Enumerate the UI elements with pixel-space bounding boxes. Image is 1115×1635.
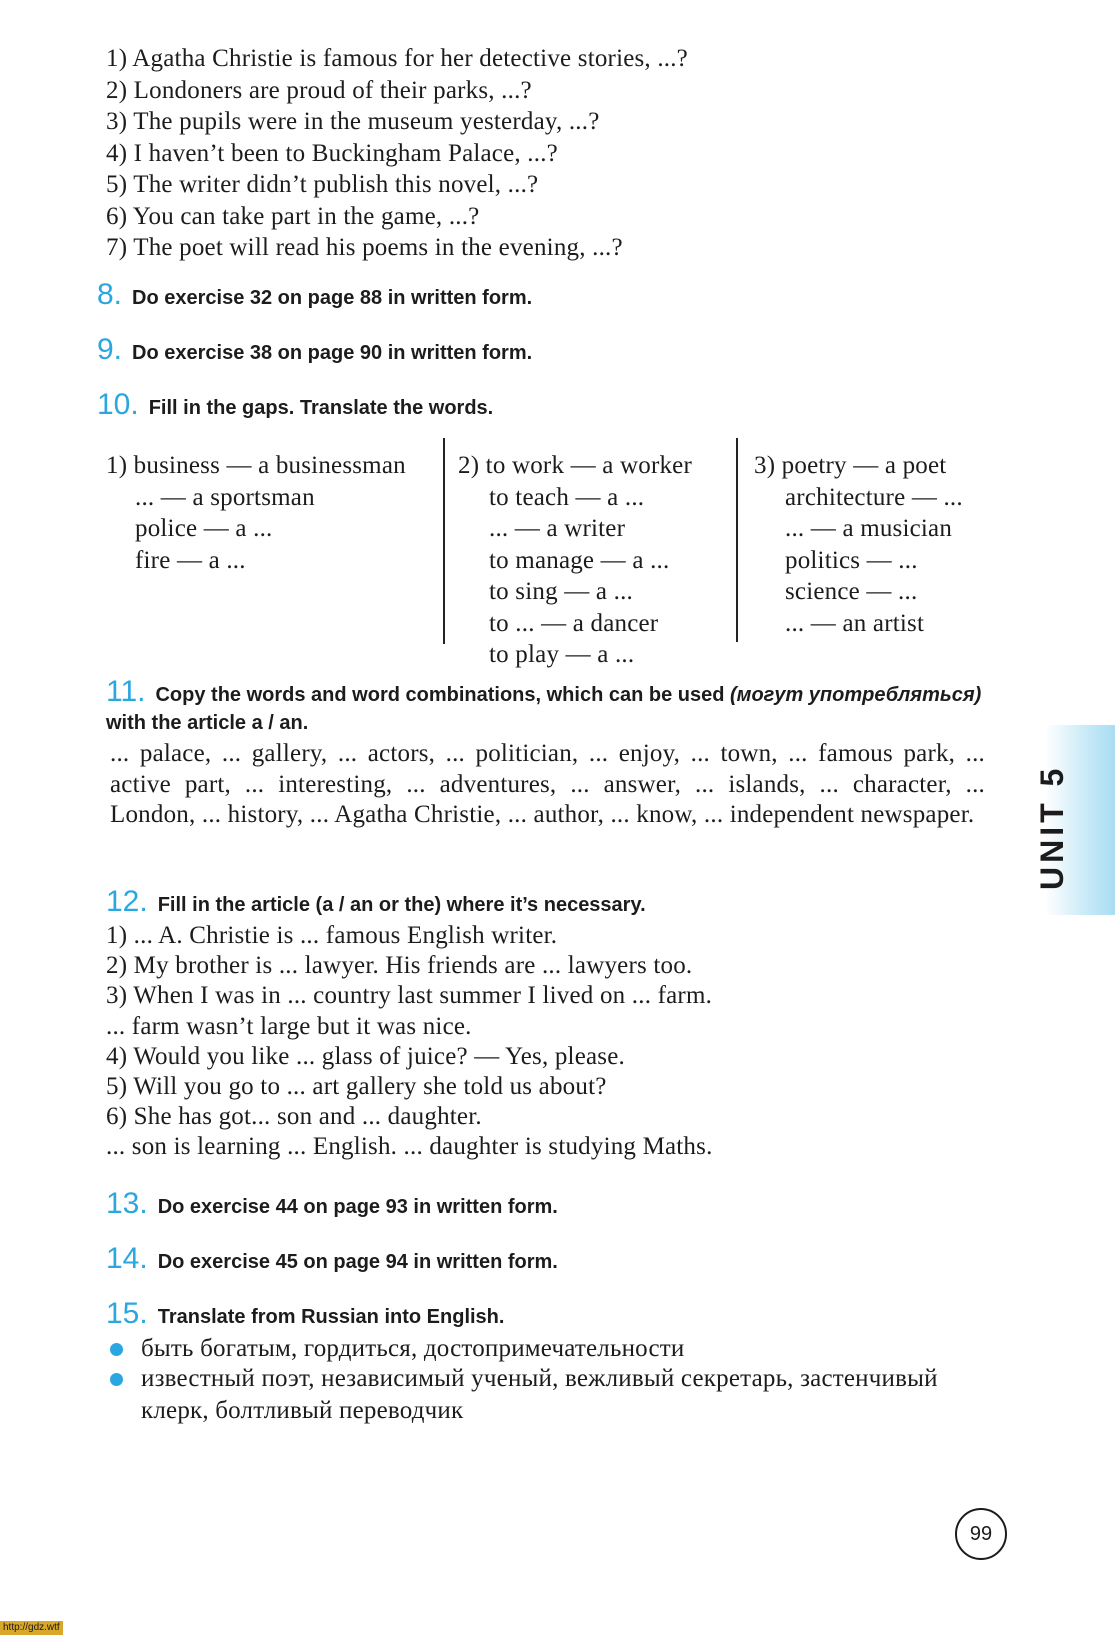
exercise-instruction: Fill in the gaps. Translate the words. (148, 397, 494, 419)
exercise-instruction: Do exercise 38 on page 90 in written form. (132, 342, 533, 364)
tag-question-list (106, 43, 688, 264)
column-divider (443, 438, 445, 644)
word-pair: ... — a writer (489, 515, 626, 542)
exercise-number: 8. (97, 278, 123, 311)
exercise-9-heading (97, 333, 532, 367)
unit-label: UNIT 5 (1034, 764, 1070, 890)
exercise-number: 10. (97, 388, 139, 421)
bullet-text: известный поэт, независимый ученый, вежливый секретарь, застенчивый клерк, болтливый переводчик (141, 1365, 938, 1424)
exercise-number: 13. (106, 1187, 148, 1220)
exercise-instruction: Translate from Russian into English. (157, 1306, 505, 1328)
russian-gloss: (могут употребляться) (730, 684, 982, 706)
list-item: 1) ... A. Christie is ... famous English writer. (106, 922, 558, 949)
exercise-number: 14. (106, 1242, 148, 1275)
bullet-item (110, 1333, 985, 1365)
word-column-3 (754, 450, 963, 639)
exercise-13-heading (106, 1187, 558, 1221)
exercise-number: 9. (97, 333, 123, 366)
exercise-number: 15. (106, 1297, 148, 1330)
exercise-14-heading (106, 1242, 558, 1276)
word-pair: ... — a sportsman (135, 483, 315, 511)
list-item: 2) My brother is ... lawyer. His friends are ... lawyers too. (106, 952, 693, 980)
exercise-instruction: Do exercise 32 on page 88 in written form. (132, 287, 533, 309)
word-pair: police — a ... (135, 515, 273, 542)
exercise-instruction: Fill in the article (a / an or the) where it’s necessary. (157, 894, 646, 916)
word-column-2 (458, 450, 692, 671)
word-pair: to teach — a ... (489, 483, 645, 511)
list-item: 4) Would you like ... glass of juice? — Yes, please. (106, 1042, 625, 1070)
list-item: 2) Londoners are proud of their parks, ...? (106, 76, 532, 104)
exercise-instruction: Do exercise 45 on page 94 in written form. (157, 1251, 558, 1273)
bullet-item (110, 1363, 985, 1426)
exercise-instruction (106, 684, 981, 734)
list-item: 6) She has got... son and ... daughter. (106, 1103, 482, 1131)
word-pair: ... — a musician (785, 515, 953, 542)
word-combination-list: ... palace, ... gallery, ... actors, ... politician, ... enjoy, ... town, ... famous park, ... active part, ... interesting, ... adventures, ... answer, ... islands, ... character, ... London, ... history, ... Agatha Christie, ... author, ... know, ... independent newspaper. (110, 740, 985, 828)
bullet-text: быть богатым, гордиться, достопримечательности (141, 1335, 685, 1362)
exercise-number: 12. (106, 885, 148, 918)
exercise-15-heading (106, 1297, 504, 1331)
word-pair: ... — an artist (785, 609, 925, 637)
list-item: 3) The pupils were in the museum yesterday, ...? (106, 108, 600, 135)
word-pair: science — ... (785, 578, 918, 605)
page-number: 99 (955, 1508, 1007, 1560)
article-sentence-list (106, 921, 713, 1163)
list-item: 1) Agatha Christie is famous for her detective stories, ...? (106, 45, 688, 72)
bullet-icon (110, 1343, 123, 1356)
column-divider (736, 438, 738, 642)
word-pair: politics — ... (785, 546, 918, 574)
word-pair: architecture — ... (785, 483, 963, 511)
list-item: 5) The writer didn’t publish this novel, ...? (106, 171, 539, 198)
site-watermark: http://gdz.wtf (0, 1621, 63, 1635)
list-item: 7) The poet will read his poems in the evening, ...? (106, 234, 623, 261)
exercise-12-heading (106, 885, 646, 919)
word-pair: 2) to work — a worker (458, 452, 692, 479)
word-pair: 1) business — a businessman (106, 452, 406, 479)
list-item: 5) Will you go to ... art gallery she told us about? (106, 1073, 607, 1101)
exercise-10-heading (97, 388, 493, 422)
exercise-instruction: Do exercise 44 on page 93 in written form. (157, 1196, 558, 1218)
word-pair: to manage — a ... (489, 546, 670, 574)
list-item: 4) I haven’t been to Buckingham Palace, ...? (106, 139, 558, 167)
word-pair: fire — a ... (135, 546, 246, 574)
exercise-11-heading (106, 675, 986, 737)
instruction-text: Copy the words and word combinations, which can be used (155, 684, 730, 706)
word-column-1 (106, 450, 406, 576)
instruction-text: with the article a / an. (106, 712, 309, 734)
list-item: ... farm wasn’t large but it was nice. (106, 1012, 472, 1040)
word-pair: to sing — a ... (489, 578, 633, 605)
word-pair: to play — a ... (489, 641, 635, 668)
bullet-icon (110, 1373, 123, 1386)
list-item: 3) When I was in ... country last summer I lived on ... farm. (106, 982, 713, 1010)
exercise-8-heading (97, 278, 532, 312)
word-pair: to ... — a dancer (489, 609, 659, 637)
list-item: 6) You can take part in the game, ...? (106, 202, 480, 230)
list-item: ... son is learning ... English. ... daughter is studying Maths. (106, 1133, 713, 1161)
word-pair: 3) poetry — a poet (754, 452, 947, 479)
exercise-number: 11. (106, 675, 146, 708)
